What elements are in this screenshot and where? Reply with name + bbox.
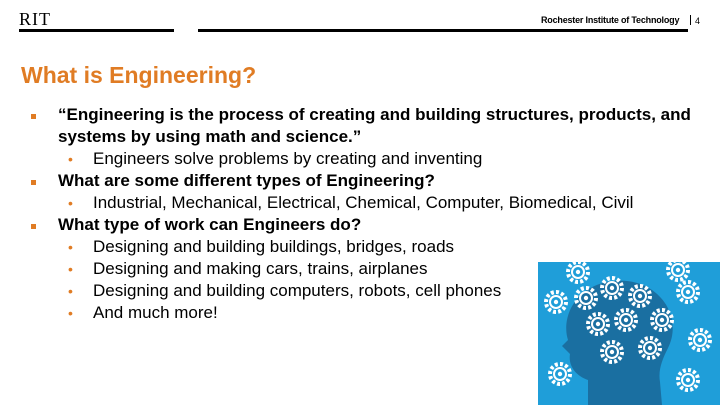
- page-number-value: 4: [695, 16, 701, 26]
- bullet-marker: [31, 180, 36, 185]
- sub-bullet-text: Industrial, Mechanical, Electrical, Chemical, Computer, Biomedical, Civil: [93, 193, 634, 212]
- header-rule-right: [198, 29, 688, 32]
- slide-title: What is Engineering?: [21, 62, 257, 88]
- sub-bullet-text: Designing and building buildings, bridges, roads: [93, 237, 455, 256]
- sub-bullet-marker: •: [68, 151, 73, 167]
- sub-bullet-text: Designing and making cars, trains, airplanes: [93, 259, 428, 278]
- bullet-text: “Engineering is the process of creating and building structures, products, and systems by using math and science.”: [58, 105, 691, 146]
- sub-bullet-text: Designing and building computers, robots, cell phones: [93, 281, 502, 300]
- institution-name: Rochester Institute of Technology: [541, 15, 680, 25]
- sub-bullet-marker: •: [68, 261, 73, 277]
- sub-bullet-text: And much more!: [93, 303, 218, 322]
- sub-bullet-item: [31, 192, 711, 214]
- bullet-text: What are some different types of Engineering?: [58, 171, 435, 190]
- sub-bullet-item: [31, 148, 711, 170]
- sub-bullet-marker: •: [68, 305, 73, 321]
- bullet-text: What type of work can Engineers do?: [58, 215, 362, 234]
- bullet-marker: [31, 114, 36, 119]
- rit-logo: RIT: [19, 9, 51, 29]
- sub-bullet-marker: •: [68, 195, 73, 211]
- bullet-item: [31, 104, 711, 148]
- sub-bullet-item: [31, 236, 711, 258]
- header-rule-left: [19, 29, 174, 32]
- bullet-item: [31, 214, 711, 236]
- page-number: [690, 15, 700, 26]
- bullet-item: [31, 170, 711, 192]
- bullet-marker: [31, 224, 36, 229]
- sub-bullet-marker: •: [68, 283, 73, 299]
- sub-bullet-marker: •: [68, 239, 73, 255]
- sub-bullet-text: Engineers solve problems by creating and inventing: [93, 149, 483, 168]
- head-with-gears-icon: [538, 262, 720, 405]
